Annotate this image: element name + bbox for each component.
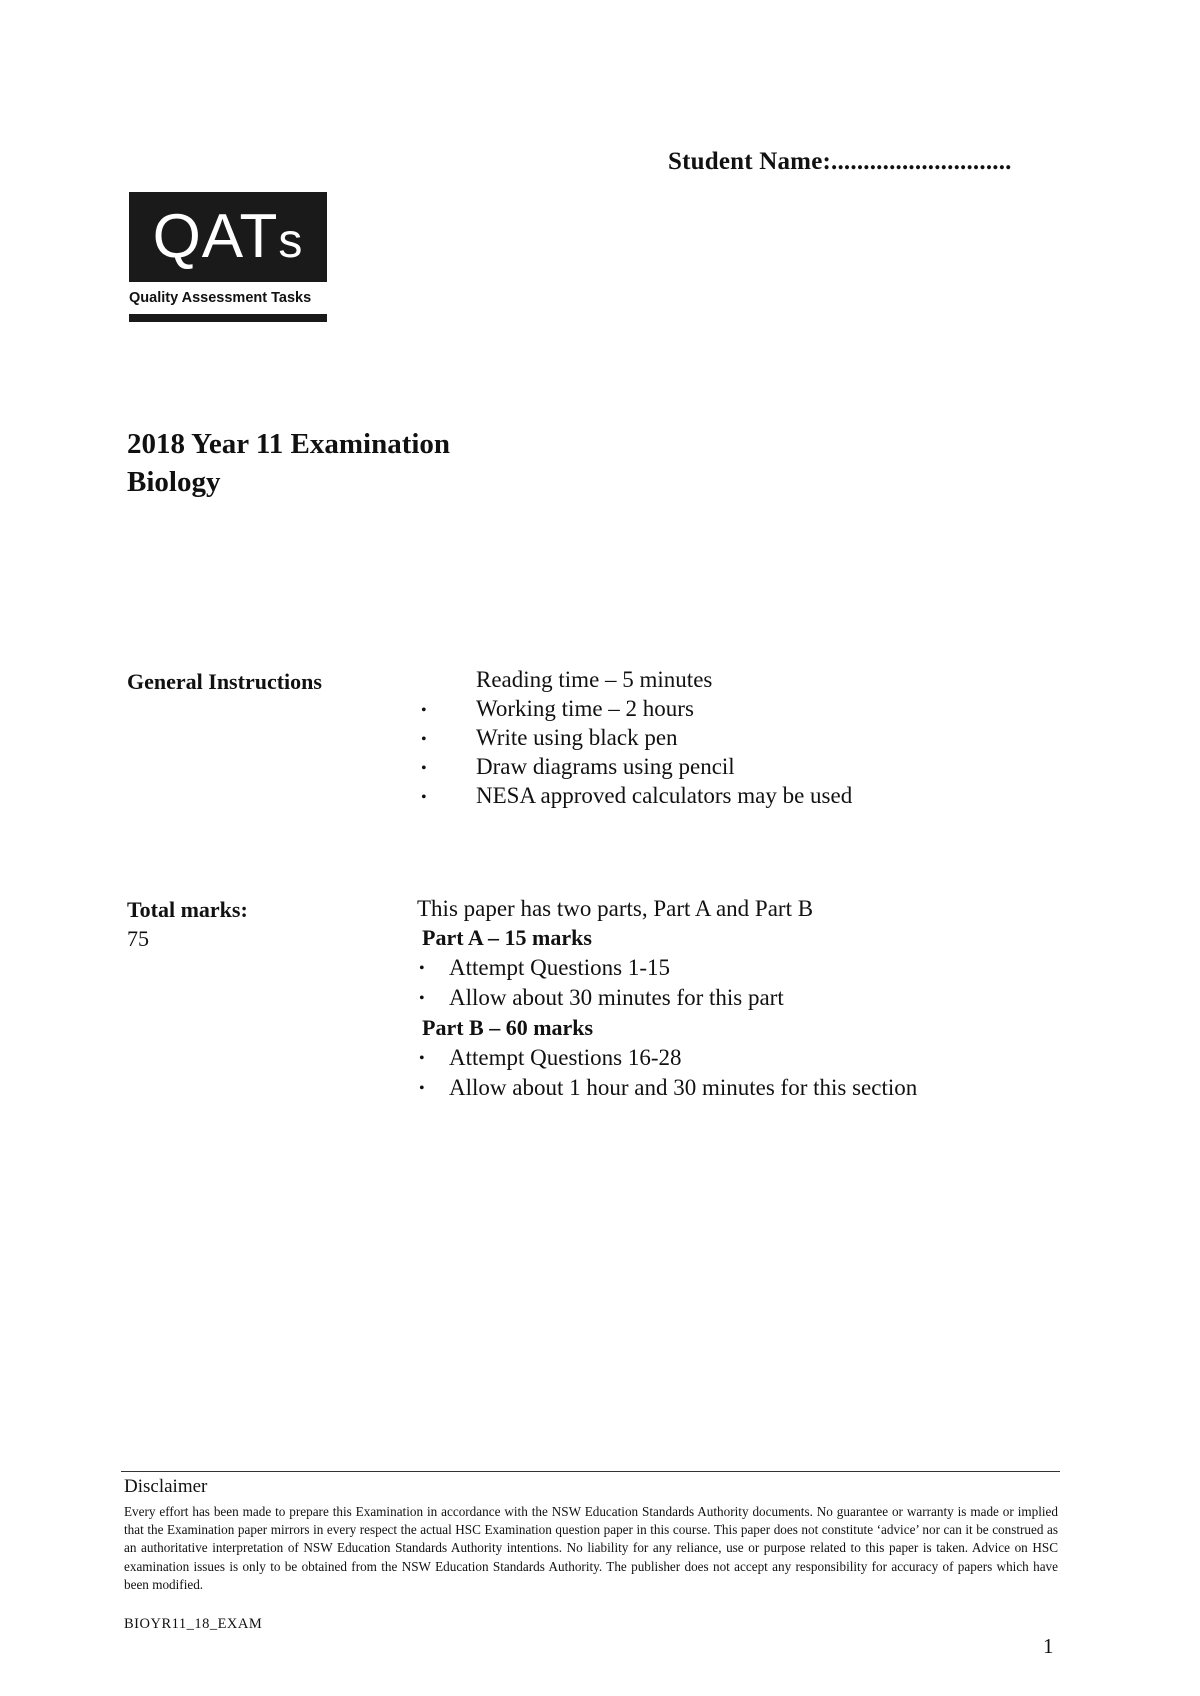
qats-logo xyxy=(129,192,327,282)
logo-caption: Quality Assessment Tasks xyxy=(129,290,312,306)
part-bullet: • xyxy=(419,1050,425,1067)
instruction-item: Write using black pen xyxy=(476,725,678,750)
part-a-item: Attempt Questions 1-15 xyxy=(449,955,671,980)
instruction-bullet: • xyxy=(421,702,427,719)
instruction-item: Reading time – 5 minutes xyxy=(476,667,713,692)
exam-subject: Biology xyxy=(127,466,221,498)
instruction-item: Draw diagrams using pencil xyxy=(476,754,735,779)
paper-parts-intro: This paper has two parts, Part A and Part B xyxy=(417,896,814,921)
exam-title: 2018 Year 11 Examination xyxy=(127,428,451,460)
document-code: BIOYR11_18_EXAM xyxy=(124,1616,263,1632)
instruction-item: Working time – 2 hours xyxy=(476,696,694,721)
part-bullet: • xyxy=(419,1080,425,1097)
logo-underline-bar xyxy=(129,314,327,322)
instruction-bullet: • xyxy=(421,789,427,806)
total-marks-value: 75 xyxy=(127,926,149,951)
logo-main-text: QAT xyxy=(152,202,279,271)
student-name-field: Student Name:............................ xyxy=(668,148,1012,175)
part-bullet: • xyxy=(419,990,425,1007)
instruction-bullet: • xyxy=(421,731,427,748)
disclaimer-title: Disclaimer xyxy=(124,1476,208,1497)
instruction-item: NESA approved calculators may be used xyxy=(476,783,853,808)
disclaimer-divider xyxy=(121,1471,1060,1472)
total-marks-label: Total marks: xyxy=(127,897,248,922)
logo-suffix-text: s xyxy=(278,215,304,268)
part-a-item: Allow about 30 minutes for this part xyxy=(449,985,784,1010)
part-b-item: Attempt Questions 16-28 xyxy=(449,1045,682,1070)
part-a-heading: Part A – 15 marks xyxy=(422,925,592,950)
part-b-heading: Part B – 60 marks xyxy=(422,1015,594,1040)
general-instructions-label: General Instructions xyxy=(127,669,322,694)
disclaimer-text: Every effort has been made to prepare this Examination in accordance with the NSW Education Standards Authority documents. No guarantee or warranty is made or implied that the Examination paper mirrors in every respect the actual HSC Examination question paper in this course. This paper does not constitute ‘advice’ nor can it be construed as an authoritative interpretation of NSW Education Standards Authority intentions. No liability for any reliance, use or purpose related to this paper is taken. Advice on HSC examination issues is only to be obtained from the NSW Education Standards Authority. The publisher does not accept any responsibility for accuracy of papers which have been modified. xyxy=(124,1504,1058,1592)
page-number: 1 xyxy=(1043,1634,1054,1658)
part-b-item: Allow about 1 hour and 30 minutes for this section xyxy=(449,1075,918,1100)
part-bullet: • xyxy=(419,960,425,977)
instruction-bullet: • xyxy=(421,760,427,777)
